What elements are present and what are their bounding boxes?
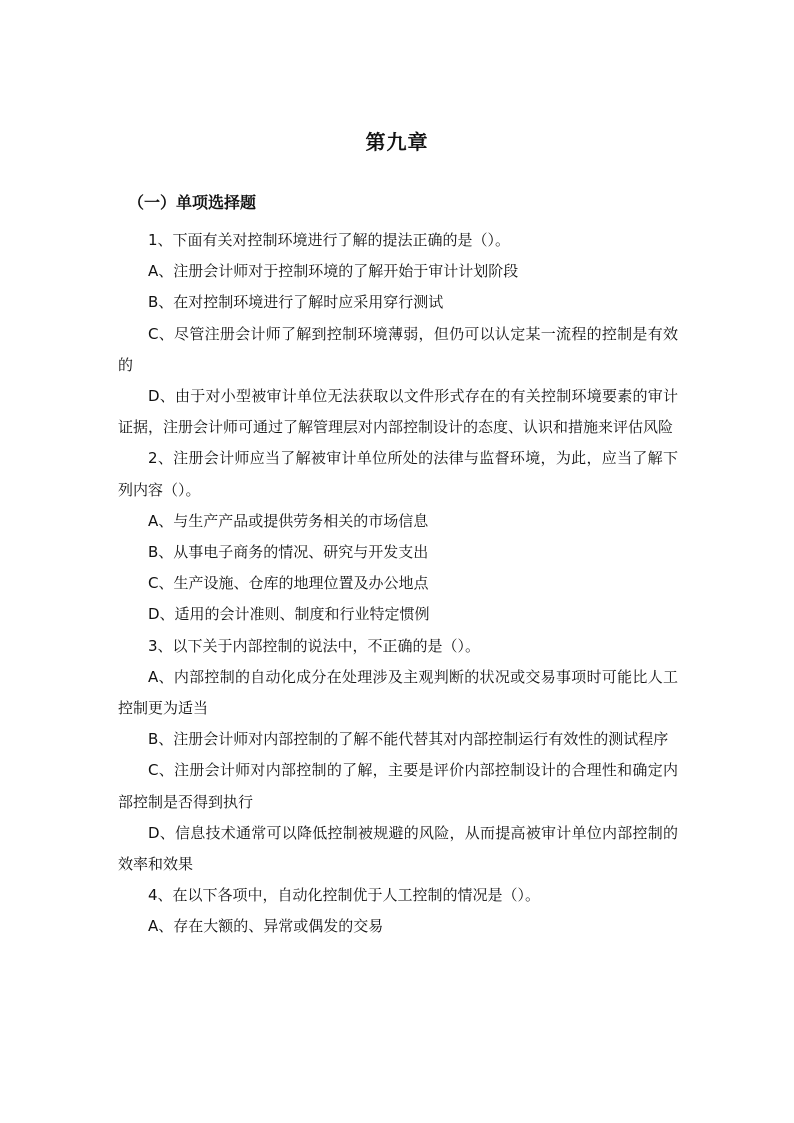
question-3-option-a: A、内部控制的自动化成分在处理涉及主观判断的状况或交易事项时可能比人工控制更为适当 <box>118 667 678 718</box>
question-1-option-a: A、注册会计师对于控制环境的了解开始于审计计划阶段 <box>148 262 519 281</box>
question-1-stem: 1、下面有关对控制环境进行了解的提法正确的是（）。 <box>148 231 511 249</box>
question-3-option-d: D、信息技术通常可以降低控制被规避的风险，从而提高被审计单位内部控制的效率和效果 <box>118 823 678 874</box>
question-2-option-c: C、生产设施、仓库的地理位置及办公地点 <box>148 574 429 593</box>
question-2-option-a: A、与生产产品或提供劳务相关的市场信息 <box>148 511 429 530</box>
chapter-title: 第九章 <box>365 130 429 154</box>
question-1-option-c: C、尽管注册会计师了解到控制环境薄弱，但仍可以认定某一流程的控制是有效的 <box>118 324 678 374</box>
question-2-option-d: D、适用的会计准则、制度和行业特定惯例 <box>148 605 430 624</box>
question-list <box>118 225 678 943</box>
question-2-stem: 2、注册会计师应当了解被审计单位所处的法律与监督环境，为此，应当了解下列内容（）。 <box>118 449 678 499</box>
question-3-stem: 3、以下关于内部控制的说法中，不正确的是（）。 <box>148 636 481 655</box>
question-3-option-b: B、注册会计师对内部控制的了解不能代替其对内部控制运行有效性的测试程序 <box>148 730 669 749</box>
question-1-option-b: B、在对控制环境进行了解时应采用穿行测试 <box>148 293 444 312</box>
question-1-option-d: D、由于对小型被审计单位无法获取以文件形式存在的有关控制环境要素的审计证据，注册会计师可通过了解管理层对内部控制设计的态度、认识和措施来评估风险 <box>118 387 678 437</box>
question-2-option-b: B、从事电子商务的情况、研究与开发支出 <box>148 543 429 562</box>
question-4-stem: 4、在以下各项中，自动化控制优于人工控制的情况是（）。 <box>148 886 541 905</box>
section-heading: （一）单项选择题 <box>128 193 257 212</box>
question-3-option-c: C、注册会计师对内部控制的了解，主要是评价内部控制设计的合理性和确定内部控制是否得到执行 <box>118 761 678 811</box>
question-4-option-a: A、存在大额的、异常或偶发的交易 <box>148 917 384 936</box>
